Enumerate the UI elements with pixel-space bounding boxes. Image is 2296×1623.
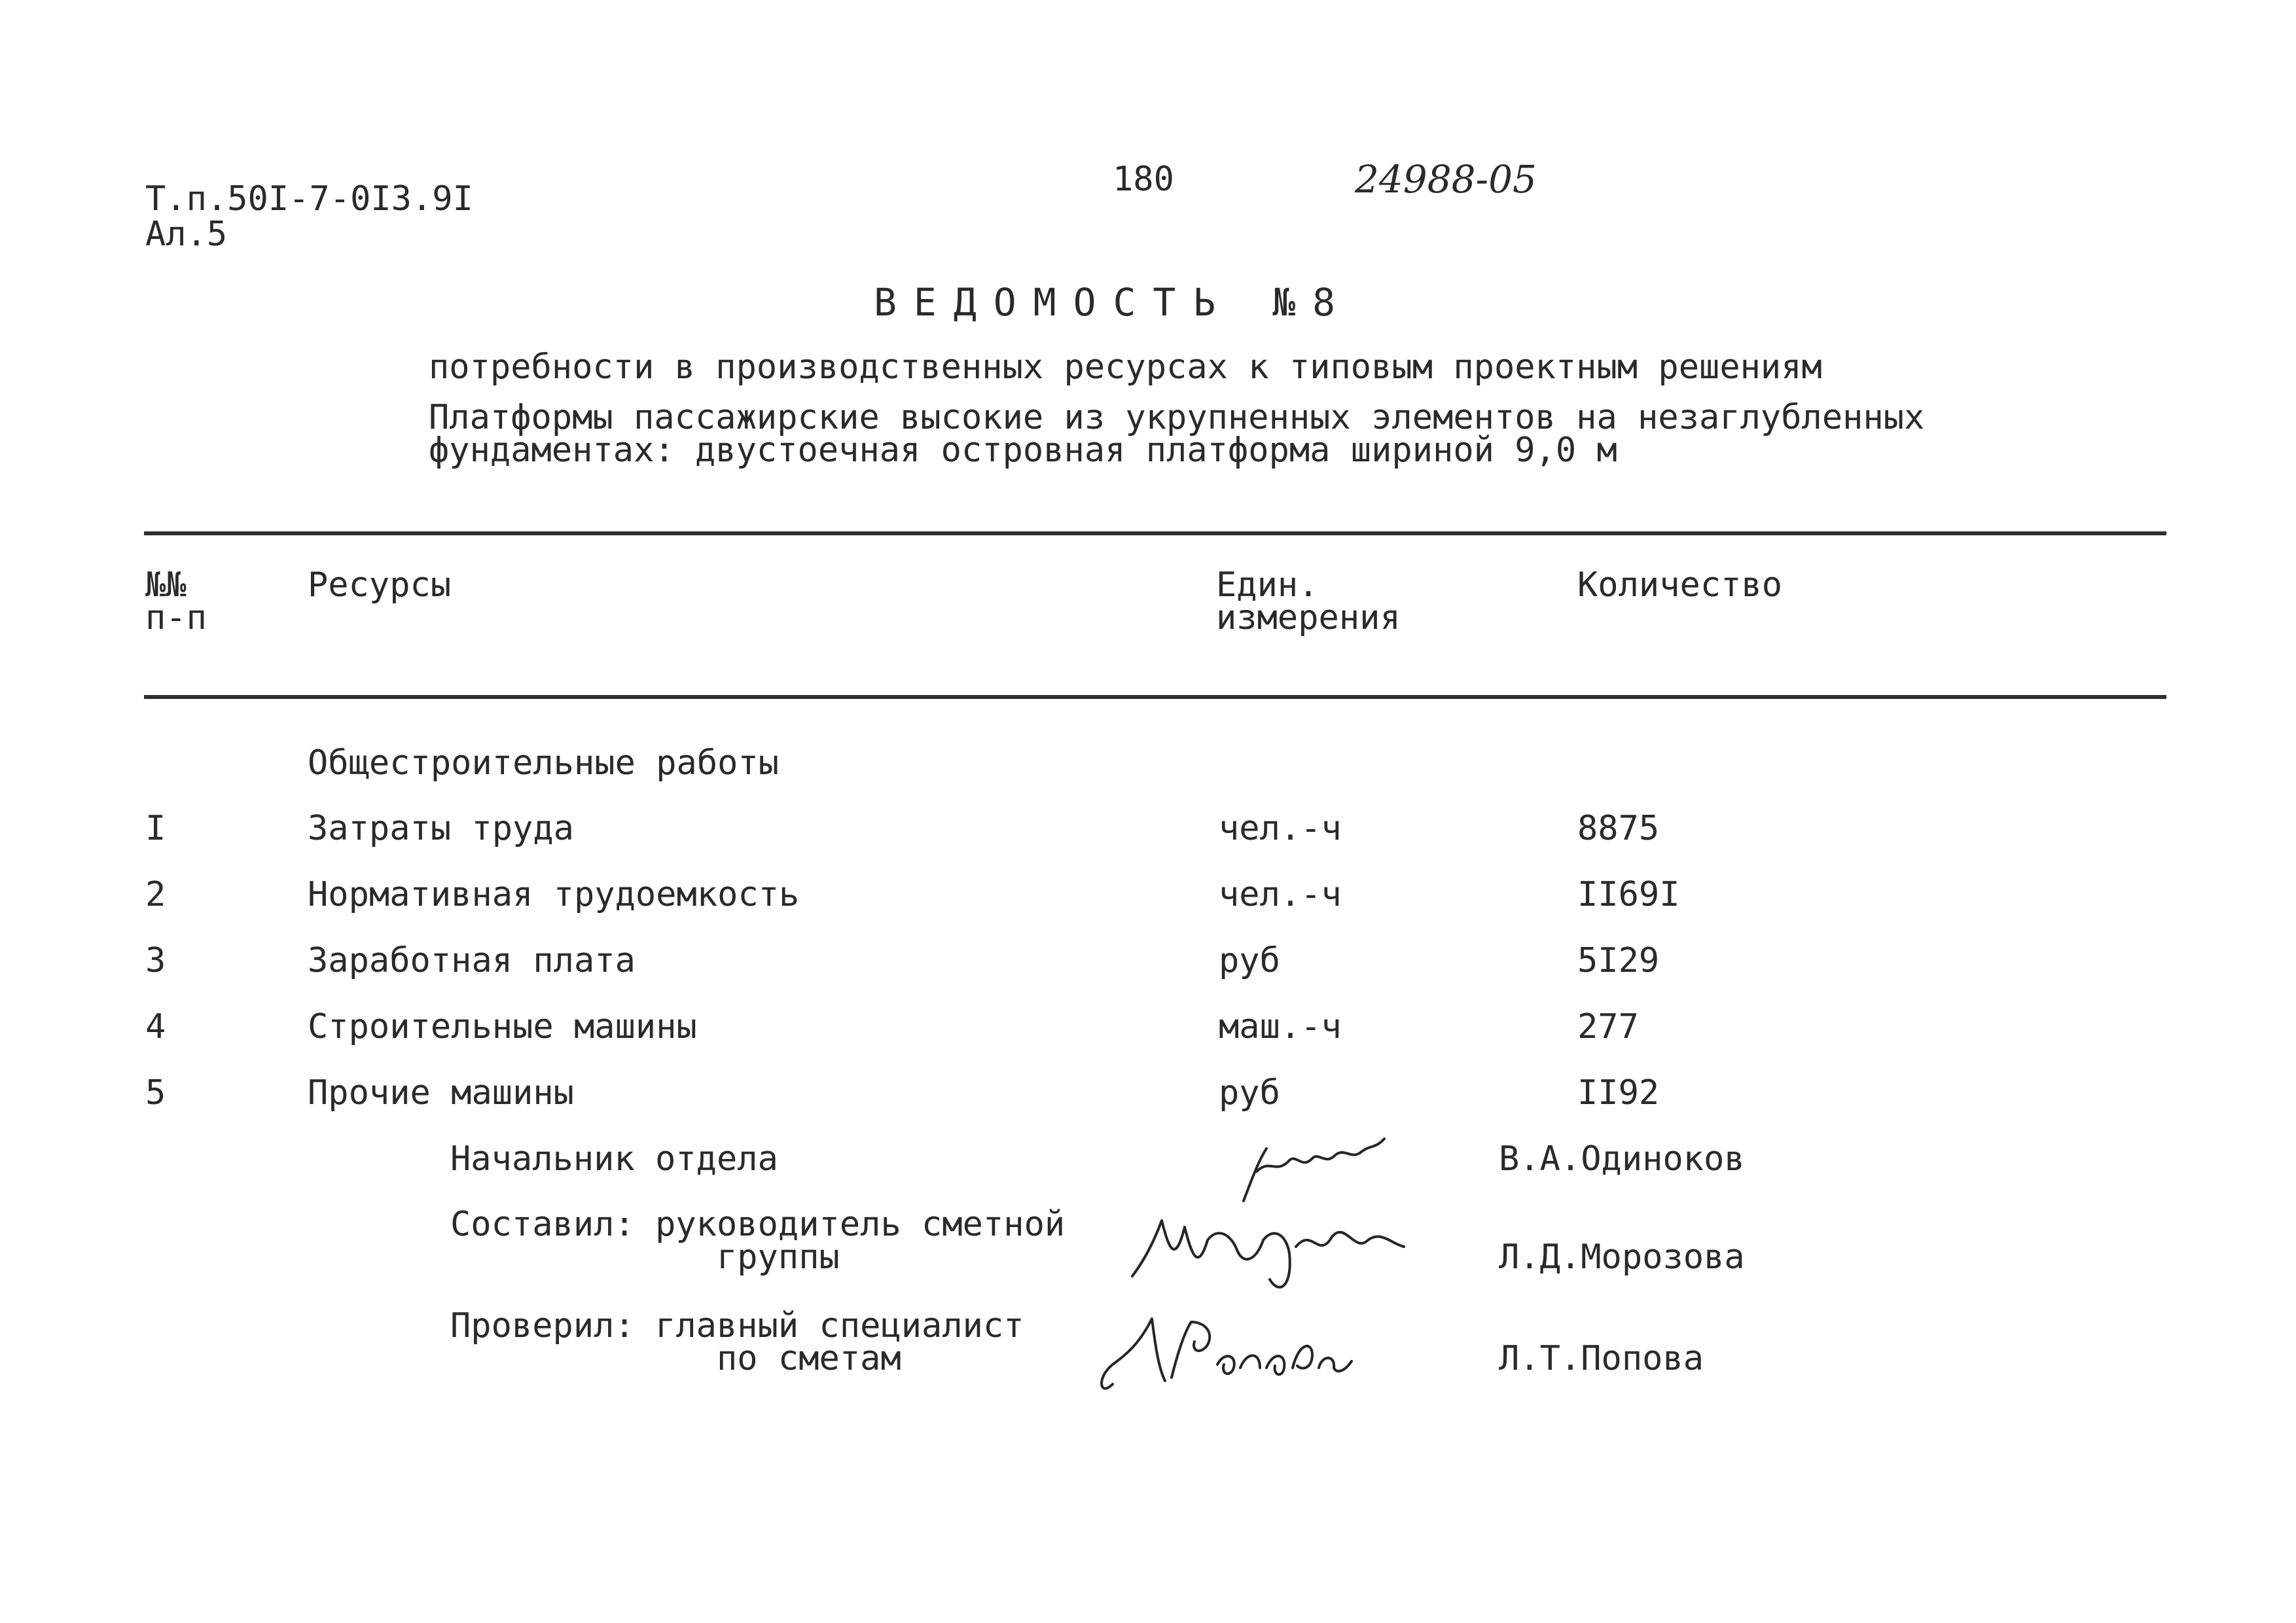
row-2-unit: чел.-ч: [1219, 875, 1342, 914]
row-4-qty: 277: [1577, 1007, 1639, 1046]
signer-2-role: Составил: руководитель сметной: [450, 1205, 1066, 1244]
subtitle-line-3: фундаментах: двустоечная островная платформа шириной 9,0 м: [429, 431, 1617, 470]
document-title: ВЕДОМОСТЬ №8: [874, 280, 1353, 325]
row-5-num: 5: [145, 1073, 166, 1113]
subtitle-line-2: Платформы пассажирские высокие из укрупненных элементов на незаглубленных: [429, 398, 1925, 437]
row-4-num: 4: [145, 1007, 166, 1046]
header-resource: Ресурсы: [308, 565, 452, 605]
row-5-name: Прочие машины: [308, 1073, 574, 1113]
row-5-qty: II92: [1577, 1073, 1660, 1113]
header-quantity: Количество: [1577, 565, 1783, 605]
signer-3-role: Проверил: главный специалист: [450, 1306, 1024, 1346]
row-3-unit: руб: [1219, 941, 1280, 980]
row-4-name: Строительные машины: [308, 1007, 697, 1046]
row-1-qty: 8875: [1577, 809, 1660, 848]
archive-number: 24988-05: [1355, 157, 1537, 202]
signer-1-name: В.А.Одиноков: [1499, 1139, 1745, 1179]
row-3-num: 3: [145, 941, 166, 980]
document-code: Т.п.50I-7-0I3.9I: [145, 179, 473, 219]
row-3-qty: 5I29: [1577, 941, 1660, 980]
signer-1-role: Начальник отдела: [450, 1139, 778, 1179]
row-2-qty: II69I: [1577, 875, 1680, 914]
subtitle-line-1: потребности в производственных ресурсах к типовым проектным решениям: [429, 348, 1822, 387]
header-num-line1: №№: [145, 565, 187, 605]
row-2-name: Нормативная трудоемкость: [308, 875, 800, 914]
row-4-unit: маш.-ч: [1219, 1007, 1342, 1046]
signature-3-image: [1093, 1306, 1368, 1404]
table-top-rule: [144, 531, 2166, 535]
signer-3-role-line2: по сметам: [717, 1339, 901, 1378]
signer-3-name: Л.Т.Попова: [1499, 1339, 1704, 1378]
row-1-unit: чел.-ч: [1219, 809, 1342, 848]
row-2-num: 2: [145, 875, 166, 914]
page-number: 180: [1113, 160, 1174, 199]
album-number: Ал.5: [145, 215, 228, 254]
section-heading: Общестроительные работы: [308, 743, 780, 783]
signature-2-image: [1122, 1201, 1410, 1299]
signer-2-role-line2: группы: [717, 1238, 840, 1277]
header-num-line2: п-п: [145, 598, 207, 637]
signature-1-image: [1230, 1122, 1401, 1214]
row-5-unit: руб: [1219, 1073, 1280, 1113]
row-3-name: Заработная плата: [308, 941, 636, 980]
header-unit-line1: Един.: [1216, 565, 1319, 605]
row-1-name: Затраты труда: [308, 809, 574, 848]
table-header-rule: [144, 695, 2166, 699]
header-unit-line2: измерения: [1216, 598, 1401, 637]
row-1-num: I: [145, 809, 166, 848]
signer-2-name: Л.Д.Морозова: [1499, 1238, 1745, 1277]
